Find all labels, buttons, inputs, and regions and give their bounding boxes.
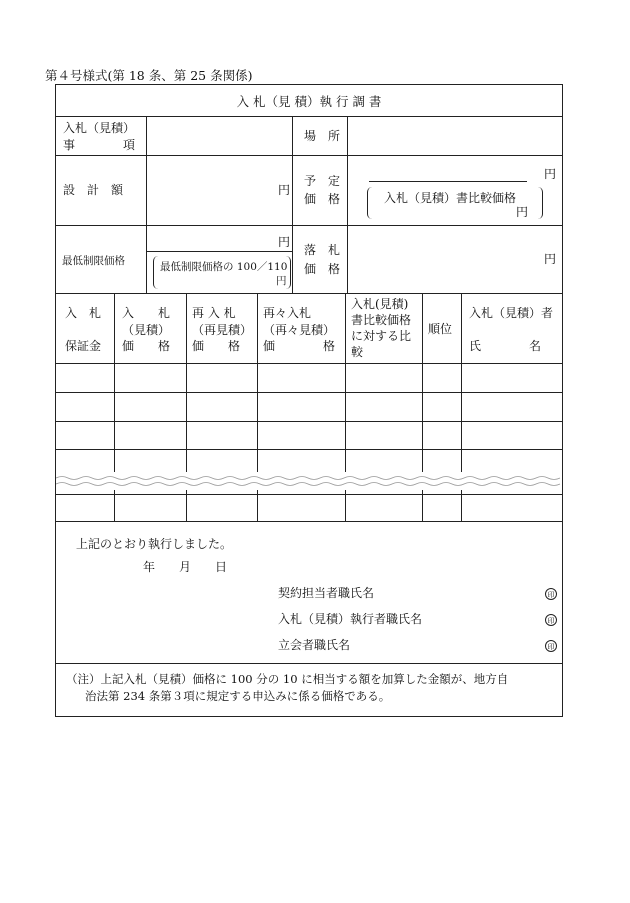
- execution-record-form: [55, 84, 563, 717]
- col-sainyusatsu-line2: （再見積）: [192, 323, 253, 337]
- executor-label: 入札（見積）執行者職氏名: [278, 612, 423, 626]
- saitei-amount-underline: [146, 251, 292, 252]
- rule-row-2: [56, 421, 562, 422]
- col-hoshokin-line2: 保証金: [65, 339, 102, 353]
- sekkei-label: 設 計 額: [63, 183, 124, 197]
- divider-upper-left: [146, 116, 147, 293]
- rule-above-note: [56, 663, 562, 664]
- rule-row-3: [56, 449, 562, 450]
- divider-upper-mid-left: [292, 116, 293, 293]
- contract-officer-label: 契約担当者職氏名: [278, 586, 375, 600]
- rakusatsu-yen: 円: [544, 252, 557, 266]
- col-hikaku-line1: 入札(見積): [351, 297, 409, 311]
- rule-under-column-headers: [56, 363, 562, 364]
- rule-under-title: [56, 116, 562, 117]
- yotei-label-line1: 予 定: [304, 174, 341, 188]
- rakusatsu-label-line2: 価 格: [304, 262, 341, 276]
- witness-seal: 印: [545, 640, 557, 652]
- basho-label: 場 所: [304, 129, 341, 143]
- col-kakaku-line2: （見積）: [122, 323, 171, 337]
- rule-under-jikou: [56, 155, 562, 156]
- sekkei-yen: 円: [278, 183, 291, 197]
- yotei-yen: 円: [544, 167, 557, 181]
- saitei-yen: 円: [278, 235, 291, 249]
- hikaku-price-yen: 円: [516, 205, 529, 219]
- saitei-note: 最低制限価格の 100／110: [160, 261, 288, 273]
- rule-under-grid: [56, 521, 562, 522]
- rule-under-saitei: [56, 293, 562, 294]
- witness-label: 立会者職氏名: [278, 638, 351, 652]
- note-line2: 治法第 234 条第３項に規定する申込みに係る価格である。: [85, 689, 391, 703]
- yotei-label-line2: 価 格: [304, 192, 341, 206]
- col-bidder-line1: 入札（見積）者: [469, 306, 554, 320]
- form-number: 第４号様式(第 18 条、第 25 条関係): [45, 68, 253, 83]
- col-saisainyusatsu-line3: 価 格: [263, 339, 336, 353]
- saitei-label: 最低制限価格: [62, 255, 125, 267]
- jikou-label-line2: 事 項: [63, 138, 136, 152]
- executor-seal: 印: [545, 614, 557, 626]
- table-continuation-break: [56, 472, 562, 490]
- col-hikaku-line4: 較: [351, 345, 364, 359]
- col-bidder-line2: 氏 名: [469, 339, 542, 353]
- col-hoshokin-line1: 入 札: [65, 306, 102, 320]
- col-saisainyusatsu-line1: 再々入札: [263, 306, 312, 320]
- col-saisainyusatsu-line2: （再々見積）: [263, 323, 336, 337]
- contract-officer-seal: 印: [545, 588, 557, 600]
- saitei-note-yen: 円: [276, 275, 287, 287]
- col-sainyusatsu-line1: 再 入 札: [192, 306, 236, 320]
- jikou-label-line1: 入札（見積）: [63, 121, 136, 135]
- form-title: 入 札（見 積）執 行 調 書: [236, 94, 382, 109]
- col-hikaku-line3: に対する比: [351, 329, 412, 343]
- yotei-amount-underline: [369, 181, 527, 182]
- note-line1: （注）上記入札（見積）価格に 100 分の 10 に相当する額を加算した金額が、地方自: [66, 672, 509, 686]
- col-kakaku-line3: 価 格: [122, 339, 171, 353]
- executed-statement: 上記のとおり執行しました。: [76, 537, 233, 551]
- col-juni: 順位: [428, 322, 453, 336]
- rule-row-1: [56, 392, 562, 393]
- col-kakaku-line1: 入 札: [122, 306, 171, 320]
- rakusatsu-label-line1: 落 札: [304, 243, 341, 257]
- rule-under-sekkei: [56, 225, 562, 226]
- execution-date: 年 月 日: [143, 560, 228, 574]
- hikaku-price-note: 入札（見積）書比較価格: [384, 191, 517, 205]
- rule-row-4: [56, 494, 562, 495]
- divider-upper-mid-right: [347, 116, 348, 293]
- col-hikaku-line2: 書比較価格: [351, 313, 412, 327]
- col-sainyusatsu-line3: 価 格: [192, 339, 241, 353]
